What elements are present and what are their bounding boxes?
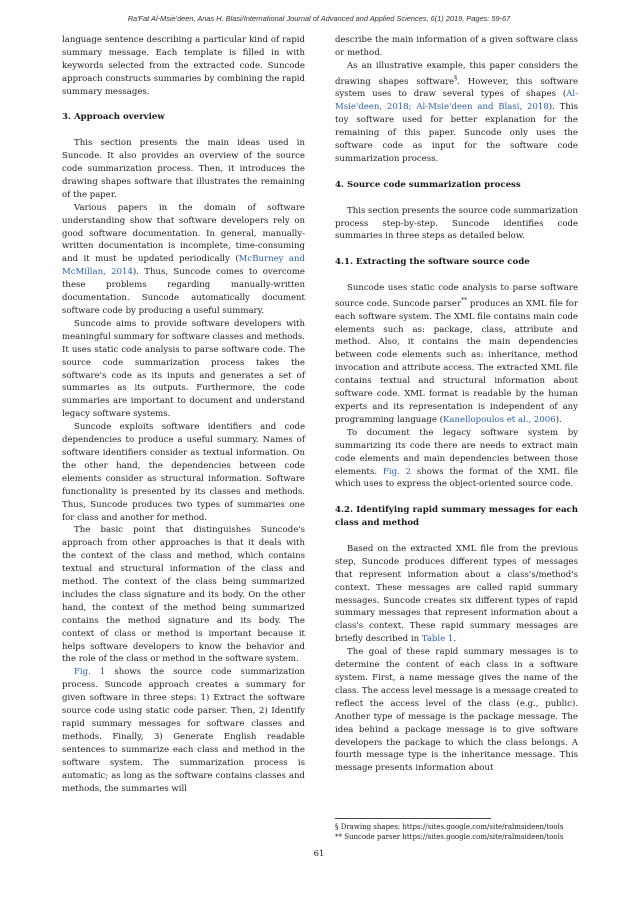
paragraph-intro: language sentence describing a particular kind of rapid summary message. Each template is filled in with keywords selected from the extracted code. Suncode approach constructs summaries by combining the rapid summary messages.	[62, 35, 305, 97]
figure-link-fig1[interactable]: Fig. 1	[74, 667, 106, 678]
heading-approach-overview: 3. Approach overview	[62, 112, 165, 123]
left-column	[62, 34, 305, 795]
paragraph-process: This section presents the source code summarization process step-by-step. Suncode identifies code summaries in three steps as detailed below.	[335, 205, 578, 242]
paragraph-goal: The goal of these rapid summary messages is to determine the content of each class in a software system. First, a name message gives the name of the class. The access level message is a message created to reflect the access level of the class (e.g., public). Another type of message is the package message. The idea behind a package message is to give software developers the package to which the class belongs. A fourth message type is the inheritance message. This message presents information about	[335, 647, 578, 774]
paragraph-fig1: Fig. 1 shows the source code summarization process. Suncode approach creates a summary for given software in three steps: 1) Extract the software source code using static code parser. Then, 2) Identify rapid summary messages for software classes and methods. Finally, 3) Generate English readable sentences to summarize each class and method in the software system. The summarization process is automatic; as long as the software contains classes and methods, the summaries will	[62, 667, 305, 794]
paragraph-identify: Based on the extracted XML file from the previous step, Suncode produces different types of messages that represent information about a class's/method's context. These messages are called rapid summary messages. Suncode creates six different types of rapid summary messages that represent information about a class's context. These rapid summary messages are briefly described in Table 1.	[335, 543, 578, 645]
citation-msiedeen[interactable]: Al-Msie'deen, 2018; Al-Msie'deen and Blasi, 2018	[335, 89, 578, 113]
footnote-mark-1[interactable]: §	[454, 74, 458, 82]
heading-identifying-messages: 4.2. Identifying rapid summary messages for each class and method	[335, 505, 578, 529]
page-number: 61	[313, 848, 325, 858]
footnote-divider	[335, 818, 491, 819]
footnote-drawing-shapes: § Drawing shapes: https://sites.google.com/site/ralmsideen/tools	[335, 823, 564, 831]
heading-extracting-code: 4.1. Extracting the software source code	[335, 257, 530, 268]
paragraph-legacy: To document the legacy software system by summarizing its code there are needs to extract main code elements and main dependencies between those elements. Fig. 2 shows the format of the XML file which uses to express the object-oriented source code.	[335, 427, 579, 490]
heading-summarization-process: 4. Source code summarization process	[335, 179, 521, 190]
table-link-table1[interactable]: Table 1	[421, 634, 454, 645]
footnote-mark-2[interactable]: **	[461, 296, 468, 304]
figure-link-fig2[interactable]: Fig. 2	[382, 466, 412, 477]
paragraph-extract: Suncode uses static code analysis to parse software source code. Suncode parser** produces an XML file for each software system. The XML file contains main code elements such as: package, class, attribute and method. Also, it contains the main dependencies between code elements such as: inheritance, method invocation and attribute access. The extracted XML file contains textual and structural information about software code. XML format is readable by the human experts and its representation is independent of any programming language (Kanellopoulos et al., 2006).	[335, 283, 578, 425]
citation-mcburney[interactable]: McBurney and McMillan, 2014	[62, 254, 306, 278]
footnotes	[335, 822, 595, 842]
paragraph-continued: describe the main information of a given software class or method.	[335, 35, 578, 58]
paragraph-approach: This section presents the main ideas used in Suncode. It also provides an overview of the source code summarization process. Then, it introduces the drawing shapes software that illustrates the remaining of the paper.	[62, 138, 305, 200]
running-header: Ra'Fat Al-Msie'deen, Anas H. Blasi/International Journal of Advanced and Applied Sciences, 6(1) 2019, Pages: 59-67	[127, 14, 511, 23]
paragraph-papers: Various papers in the domain of software understanding show that software developers rely on good software documentation. In general, manually-written documentation is incomplete, time-consuming and it must be updated periodically (McBurney and McMillan, 2014). Thus, Suncode comes to overcome these problems regarding manually-written documentation. Suncode automatically document software code by producing a useful summary.	[62, 202, 306, 316]
citation-kanellopoulos[interactable]: Kanellopoulos et al., 2006	[442, 414, 556, 425]
right-column	[335, 34, 578, 775]
footnote-suncode-parser: ** Suncode parser https://sites.google.com/site/ralmsideen/tools	[335, 833, 564, 841]
paragraph-example: As an illustrative example, this paper considers the drawing shapes software§. However, this software system uses to draw several types of shapes (Al-Msie'deen, 2018; Al-Msie'deen and Blasi, 2018). This toy software used for better explanation for the remaining of this paper. Suncode only uses the software code as input for the software code summarization process.	[335, 60, 578, 164]
paragraph-aims: Suncode aims to provide software developers with meaningful summary for software classes and methods. It uses static code analysis to parse software code. The source code summarization process takes the software's code as its inputs and generates a set of summaries as its outputs. Furthermore, the code summaries are important to document and understand legacy software systems.	[62, 318, 305, 420]
paragraph-exploits: Suncode exploits software identifiers and code dependencies to produce a useful summary. Names of software identifiers consider as textual information. On the other hand, the dependencies between code elements consider as structural information. Software functionality is presented by its classes and methods. Thus, Suncode produces two types of summaries one for class and another for method.	[62, 422, 305, 523]
paragraph-basic-point: The basic point that distinguishes Suncode's approach from other approaches is that it deals with the context of the class and method, which contains textual and structural information of the class and method. The context of the class being summarized includes the class signature and its body. On the other hand, the context of the method being summarized contains the method signature and its body. The context of class or method is important because it helps software developers to know the behavior and the role of the class or method in the software system.	[62, 525, 305, 665]
